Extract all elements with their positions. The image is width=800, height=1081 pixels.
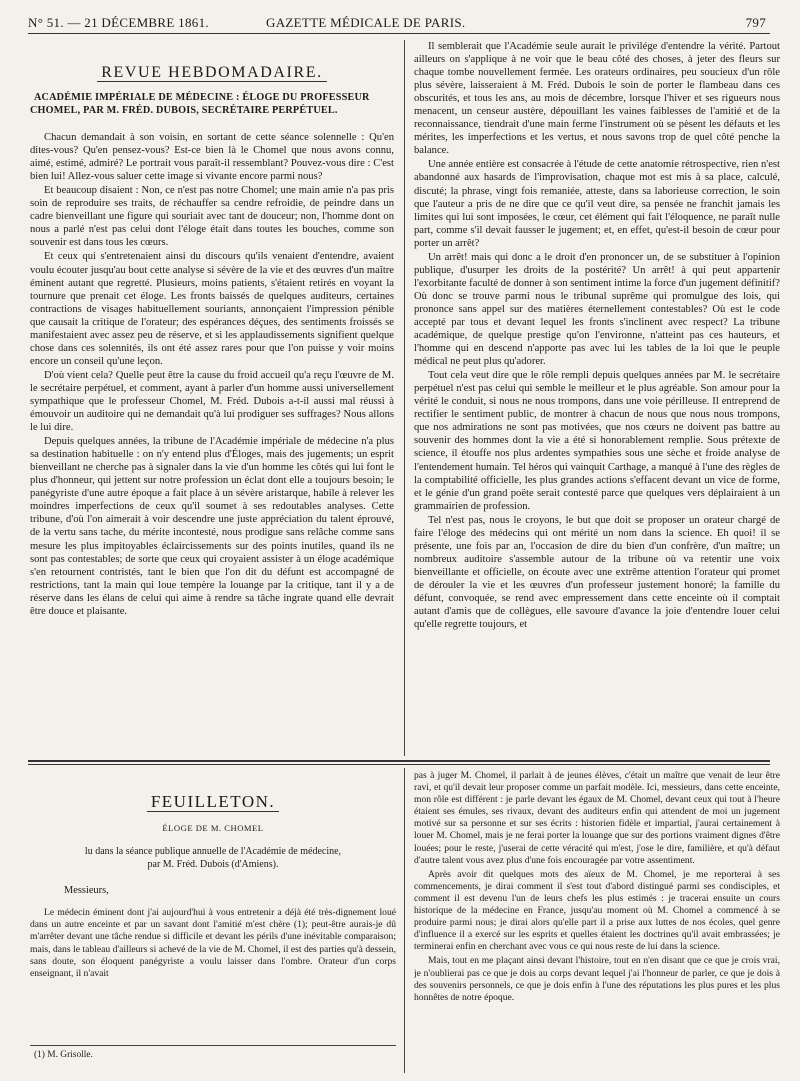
footnote-rule (30, 1045, 396, 1046)
paragraph: Et beaucoup disaient : Non, ce n'est pas notre Chomel; une main amie n'a pas pris soin de reproduire ses traits, de réchauffer sa cendre refroidie, de peindre dans un cadre bienveillant une figure qui souriait avec tant de douceur; non, l'homme dont on nous a parlé n'est pas celui dont l'éloge était dans toutes les bouches, comme son souvenir est dans tous les cœurs. (30, 185, 394, 249)
revue-right-column (414, 40, 780, 756)
salutation: Messieurs, (64, 885, 109, 897)
page-header (28, 12, 770, 32)
eloge-subtitle: ÉLOGE DE M. CHOMEL (162, 823, 264, 834)
paragraph: Depuis quelques années, la tribune de l'Académie impériale de médecine n'a plus sa destination habituelle : on n'y entend plus d'Éloges, mais des jugements; un esprit bienveillant ne cherche pas à signaler dans la vie d'un homme les côtés qui lui font le plus d'honneur, qui jettent sur notre profession un éclat dont elle a toujours besoin; le panégyriste d'une autre époque a fait place à un sévère aristarque, habile à relever les moindres imperfections de ceux qu'il soumet à ses redoutables analyses. Cette tribune, d'où l'on aimerait à voir descendre une juste appréciation du talent éprouvé, de la vertu sans tache, du mérite incontesté, nous prodigue sans relâche comme sans mesure les plus impitoyables éclaircissements sur des points inutiles, quand ils ne sont pas contestables; de sorte que ceux qui croyaient assister à un éloge académique s'en retournent contristés, tant le bien que l'on dit du défunt est accompagné de restrictions, tant la main qui loue tempère la louange par la critique, tant il y a de réserve dans les élans de celui qui aime à rendre sa tâche ingrate quand elle devrait être douce et plaisante. (30, 436, 394, 617)
section-divider (28, 760, 770, 762)
feuilleton-left-column (30, 770, 396, 1070)
paragraph: Tout cela veut dire que le rôle rempli depuis quelques années par M. le secrétaire perpétuel n'est pas celui qui semble le meilleur et le plus agréable. Son amour pour la vérité le conduit, si nous ne nous trompons, dans une voie périlleuse. Il entreprend de rectifier le sentiment public, de montrer à chacun de nous que nous nous trompons, que nos admirations ne sont pas motivées, que nos cœurs ne doivent pas battre au souvenir des hommes dont la vie a été si honorablement remplie. Sous prétexte de science, il étouffe nos plus ardentes sympathies sous une sèche et froide analyse de l'entendement humain. Tel héros qui vainquit Carthage, a manqué à l'une des règles de la comptabilité officielle, les plus grandes actions s'effacent devant un vice de forme, et le génie d'un grand poëte serait contesté parce que quelques vers déplairaient à un grammairien de profession. (414, 370, 780, 512)
paragraph: Et ceux qui s'entretenaient ainsi du discours qu'ils venaient d'entendre, avaient voulu écouter jusqu'au bout cette analyse si sévère de la vie et des œuvres d'un maître éminent autant que regretté. Plusieurs, moins patients, s'étaient retirés en voyant la tournure que prenait cet éloge. Les fronts baissés de quelques auditeurs, certaines contractions de visages habituellement souriants, annonçaient l'impression pénible que causait la critique de l'orateur; des espérances déçues, des sentiments froissés se manifestaient avec assez peu de réserve, et si les applaudissements signifient quelque chose dans ces solennités, ils ont été assez rares pour que l'on puisse y voir moins encore un conseil qu'une leçon. (30, 251, 394, 367)
reading-note-line-1: lu dans la séance publique annuelle de l'Académie de médecine, (84, 846, 342, 858)
paragraph: Le médecin éminent dont j'ai aujourd'hui à vous entretenir a déjà été très-dignement loué dans un autre enceinte et par un savant dont l'amitié m'est chère (1); peut-être aurais-je dû m'arrêter devant une tâche rendue si difficile et devant les périls d'une inévitable comparaison; mais, dans le tableau d'ailleurs si achevé de la vie de M. Chomel, il est des parties qu'à dessein, sans doute, son éloquent panégyriste a voulu laisser dans l'ombre. Orateur d'un corps enseignant, il n'avait (30, 907, 396, 979)
paragraph: Chacun demandait à son voisin, en sortant de cette séance solennelle : Qu'en dites-vous? Qu'en pensez-vous? Est-ce bien là le Chomel que nous avons connu, aimé, estimé, admiré? Le portrait vous paraît-il ressemblant? Pouvez-vous dire : C'est bien lui! Allez-vous saluer cette image si vivante encore parmi nous? (30, 132, 394, 183)
paragraph: pas à juger M. Chomel, il parlait à de jeunes élèves, c'était un maître que venait de leur être ravi, et qu'il devait leur proposer comme un parfait modèle. Ici, messieurs, dans cette enceinte, mon rôle est différent : je parle devant les égaux de M. Chomel, devant ceux qui tout à l'heure étaient ses émules, ses rivaux, devant des auditeurs enfin qui attendent de moi un jugement motivé sur sa personne et sur ses écrits : historien fidèle et impartial, j'aurai certainement à louer M. Chomel, mais je ne ferai porter la louange que sur des portions vraiment dignes d'être louées; pour le reste, j'userai de cette véracité qui m'est, j'ose le dire, familière, et qu'à défaut d'autre talent vous avez plus d'une fois encouragée par votre assentiment. (414, 770, 780, 866)
feuilleton-right-column (414, 770, 780, 1073)
page-number: 797 (745, 15, 766, 30)
section-divider-thin (28, 764, 770, 765)
paragraph: D'où vient cela? Quelle peut être la cause du froid accueil qu'a reçu l'œuvre de M. le secrétaire perpétuel, et comment, ayant à parler d'un homme aussi universellement sympathique que le professeur Chomel, M. Fréd. Dubois a-t-il aussi mal réussi à émouvoir un auditoire qui ne demandait qu'à lui prodiguer ses suffrages? Nous allons le lui dire. (30, 369, 394, 434)
issue-date: N° 51. — 21 DÉCEMBRE 1861. (28, 15, 209, 30)
revue-title: REVUE HEBDOMADAIRE. (30, 66, 394, 79)
reading-note-line-2: par M. Fréd. Dubois (d'Amiens). (147, 858, 279, 870)
footnote: (1) M. Grisolle. (34, 1050, 93, 1060)
paragraph: Une année entière est consacrée à l'étude de cette anatomie rétrospective, rien n'est abandonné aux hasards de l'improvisation, chaque mot est mis à sa place, calculé, discuté; la phrase, vingt fois remaniée, atteste, dans sa laborieuse correction, le soin que l'auteur a pris de ne dire que ce qu'il veut dire, sa pensée ne franchit jamais les limites qui lui sont imposées, le cœur, cet élément qui fait l'éloquence, ne paraît nulle part, comme s'il devait fausser le jugement; et, en effet, qu'est-il besoin de cœur pour porter un arrêt? (414, 159, 780, 249)
reading-note (30, 846, 396, 871)
header-rule (28, 33, 770, 34)
paragraph: Après avoir dit quelques mots des aïeux de M. Chomel, je me reporterai à ses commencements, je dirai comment il s'est tout d'abord distingué parmi ses condisciples, et comment il est devenu l'un de leurs chefs les plus estimés : je tracerai ensuite un cours historique de la médecine en France, jusqu'au moment où M. Chomel a commencé à se produire parmi nous; je dirai alors qu'elle part il a prise aux luttes de nos écoles, quel genre d'influence il a exercé sur les esprits et quelles étaient les doctrines qu'il avait embrassées; je terminerai enfin en cherchant avec vous ce qui nous reste de lui dans la science. (414, 868, 780, 953)
revue-heading: ACADÉMIE IMPÉRIALE DE MÉDECINE : ÉLOGE DU PROFESSEUR CHOMEL, PAR M. FRÉD. DUBOIS, SECRÉTAIRE PERPÉTUEL. (30, 92, 370, 117)
paragraph: Un arrêt! mais qui donc a le droit d'en prononcer un, de se substituer à l'opinion publique, d'usurper les droits de la postérité? Un arrêt! à qui peut appartenir l'exorbitante faculté de donner à son sentiment intime la force d'un jugement définitif? Où donc se trouve parmi nous le tribunal suprême qui promulgue des lois, qui prononce sans appel sur des matières éternellement contestables? Où est le code accepté par tous et devant lequel les fronts s'inclinent avec respect? La tribune académique, de quelque prestige qu'on l'environne, n'atteint pas ces hauteurs, et l'homme qui en descend n'apporte pas avec lui les tables de la loi que le peuple médical ne peut plus qu'adorer. (414, 251, 780, 368)
journal-title: GAZETTE MÉDICALE DE PARIS. (266, 15, 466, 30)
column-divider (404, 40, 405, 756)
feuilleton-title: FEUILLETON. (30, 796, 396, 808)
paragraph: Mais, tout en me plaçant ainsi devant l'histoire, tout en n'en disant que ce que je crois vrai, je n'oublierai pas ce que je dois au corps devant lequel j'ai l'honneur de parler, ce que je dois à des souvenirs personnels, ce que je dois enfin à l'une des réputations les plus pures et les plus honnêtes de notre époque. (414, 955, 780, 1003)
paragraph: Tel n'est pas, nous le croyons, le but que doit se proposer un orateur chargé de faire l'éloge des médecins qui ont mérité un nom dans la science. Eh quoi! il se présente, une fois par an, l'occasion de dire du bien d'un confrère, d'un maître; un nombreux auditoire s'assemble autour de la tribune où va retentir une voix bienveillante et officielle, on écoute avec une extrême attention l'orateur qui promet de dérouler la vie et les œuvres d'un professeur justement honoré; la famille du défunt, convoquée, se rend avec empressement dans cette enceinte où il comptait autant d'amis que de collègues, elle savoure d'avance la joie d'entendre louer celui qu'elle regrette toujours, et (414, 514, 780, 631)
paragraph: Il semblerait que l'Académie seule aurait le privilége d'entendre la vérité. Partout ailleurs on s'applique à ne voir que le beau côté des choses, à jeter des fleurs sur chaque tombe nouvellement fermée. Les orateurs ordinaires, peu soucieux d'un rôle plus sévère, laisseraient à M. Fréd. Dubois le soin de porter le flambeau dans ces obscurités, et tous les ans, au mois de décembre, lorsque l'hiver et ses rigueurs nous menacent, un censeur austère, dépouillant les vaines faiblesses de l'amitié et de la reconnaissance, tiendrait d'une main ferme l'instrument où se pèsent les défauts et les mérites, les imperfections et les vertus, et nous savons trop de quel côté penche la balance. (414, 41, 780, 157)
column-divider-lower (404, 768, 405, 1073)
revue-left-column (30, 40, 394, 756)
